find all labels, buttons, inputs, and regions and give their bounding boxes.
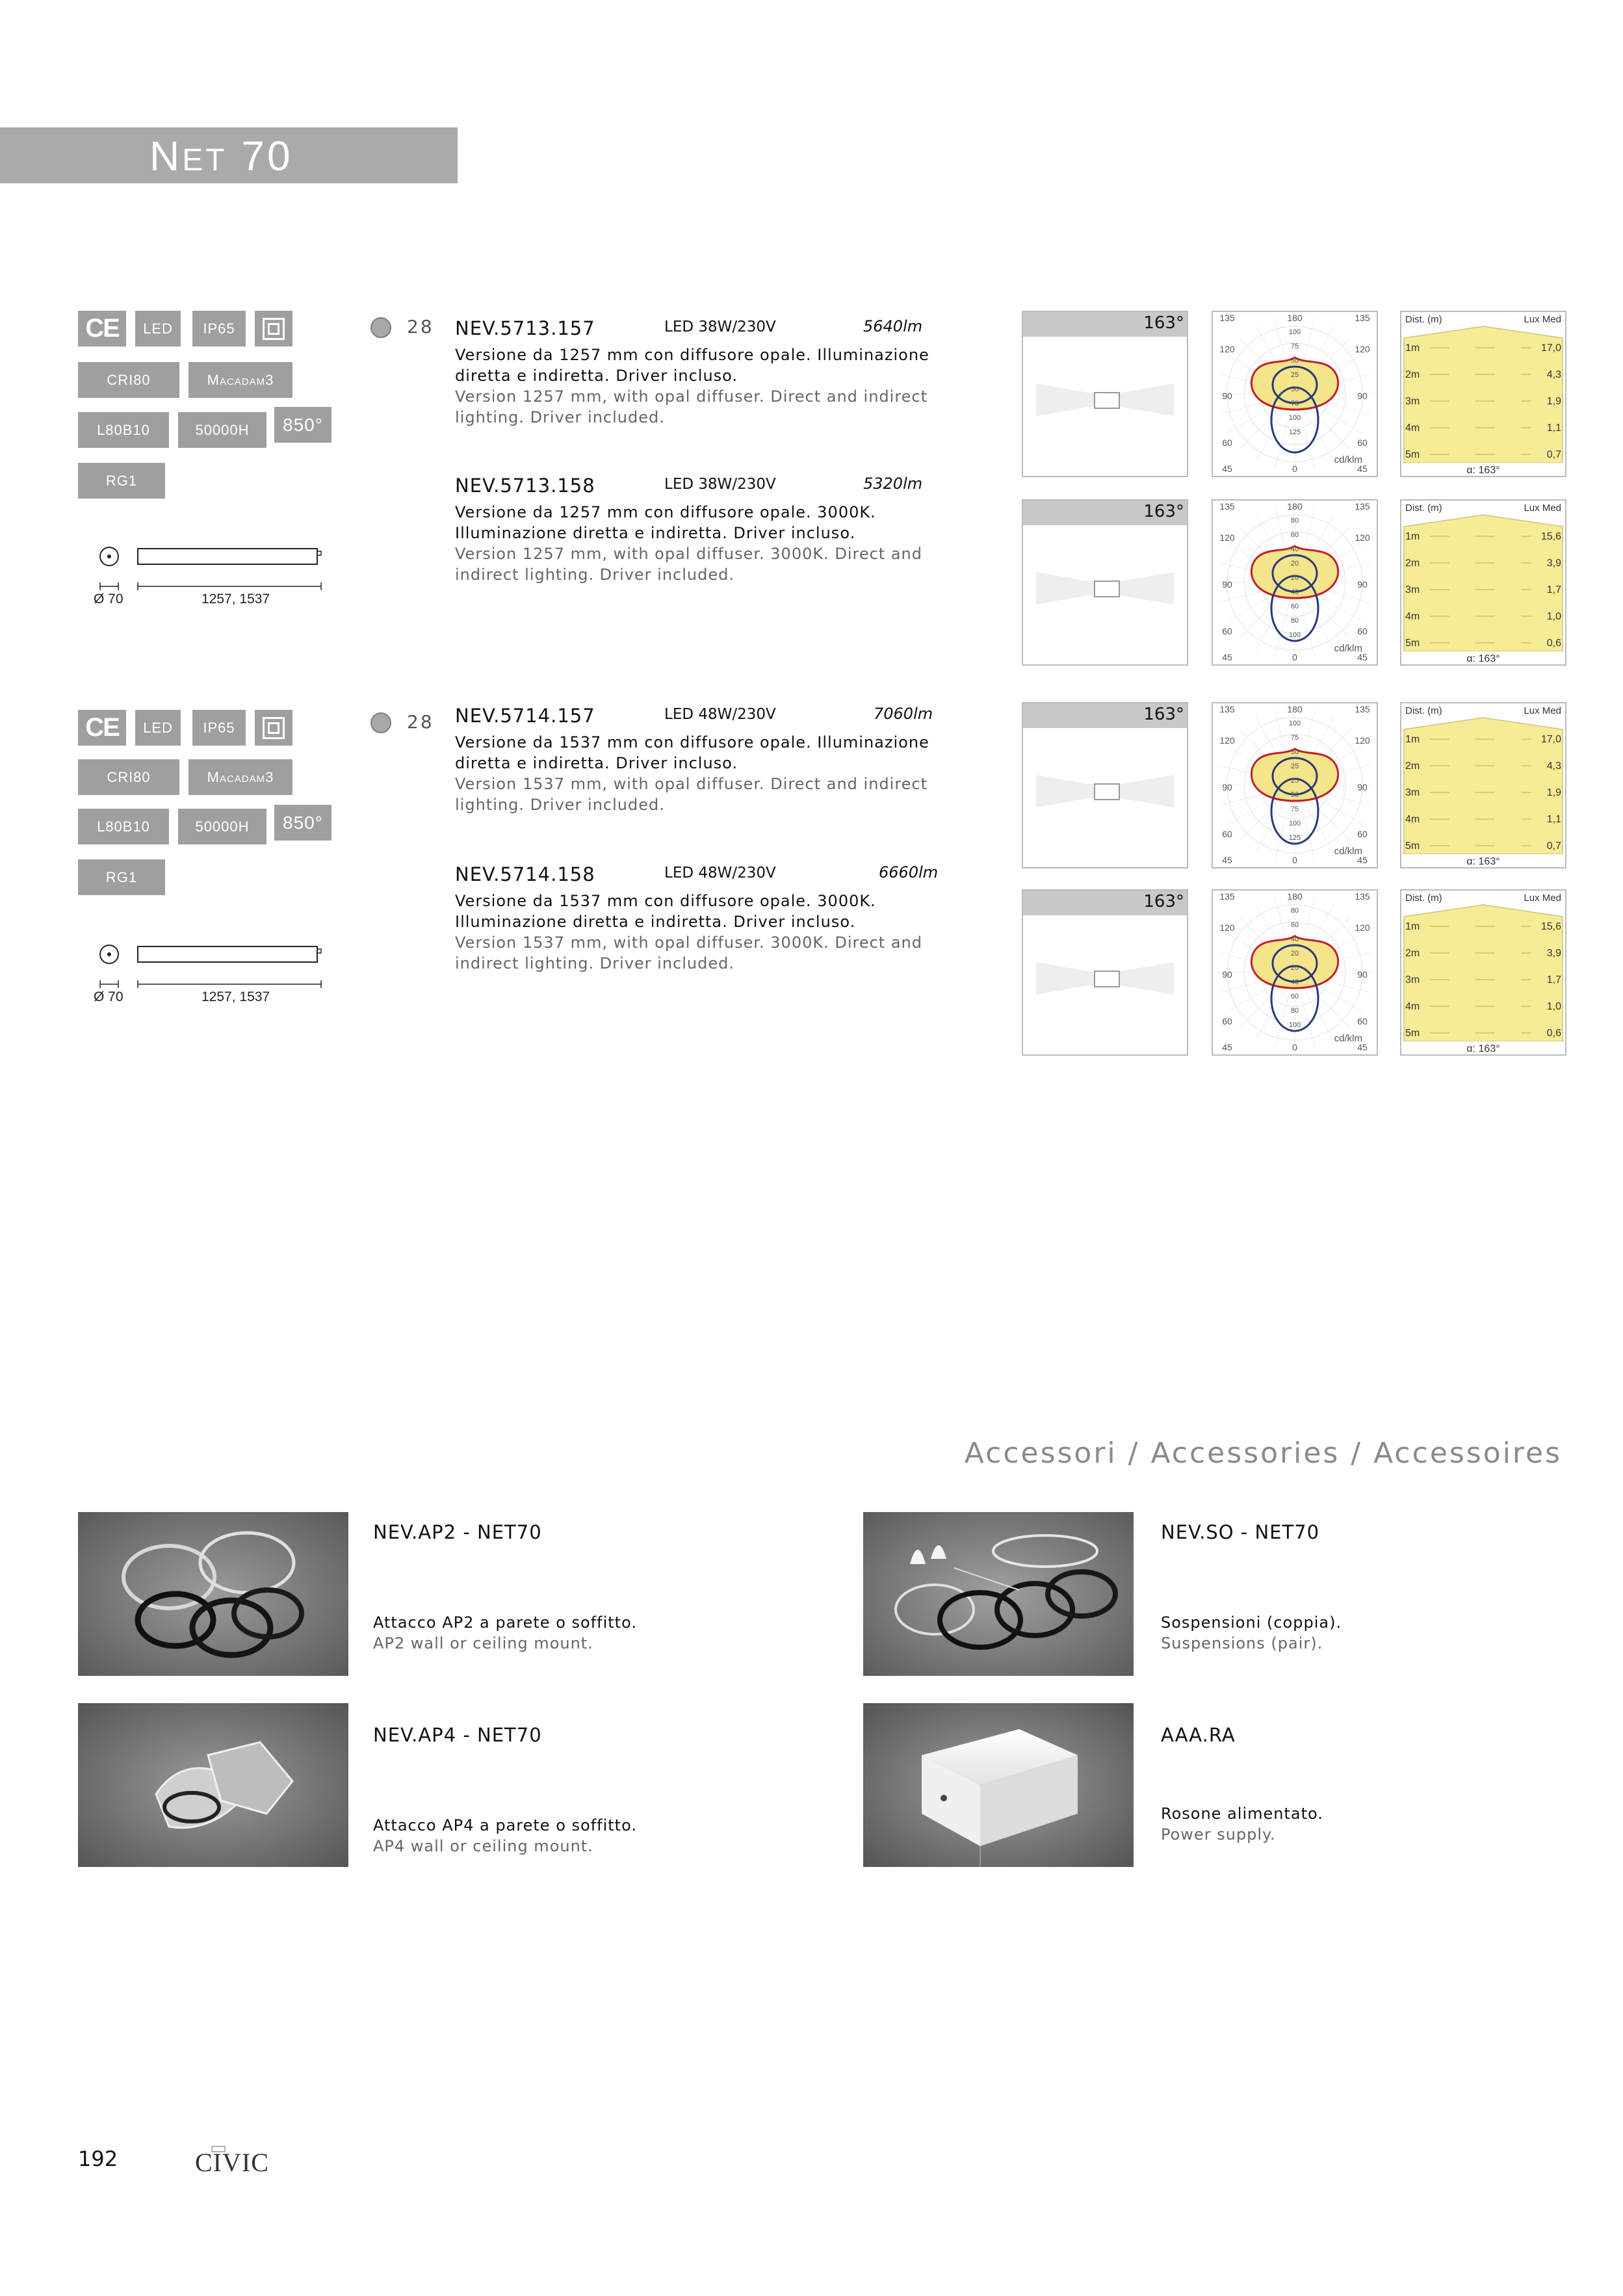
polar-label: 180 — [1287, 891, 1303, 902]
polar-label: 0 — [1292, 652, 1297, 662]
circle-number: 28 — [407, 711, 434, 733]
polar-label: 60 — [1290, 921, 1299, 929]
polar-label: 100 — [1288, 1021, 1301, 1029]
lux-dist-header: Dist. (m) — [1405, 705, 1442, 716]
code-circle — [370, 712, 391, 733]
polar-label: 120 — [1355, 922, 1370, 933]
polar-label: 80 — [1290, 617, 1299, 625]
polar-label: 135 — [1355, 891, 1370, 902]
lux-alpha-label: α: 163° — [1466, 1043, 1500, 1054]
length-label: 1257, 1537 — [201, 989, 270, 1004]
polar-label: 135 — [1355, 313, 1370, 323]
polar-label: 45 — [1357, 652, 1368, 662]
lux-cone — [1404, 718, 1563, 854]
polar-label: 20 — [1290, 964, 1299, 972]
polar-label: 125 — [1288, 428, 1301, 436]
lux-value: 3,9 — [1546, 558, 1561, 569]
polar-label: 60 — [1357, 829, 1368, 839]
polar-label: 60 — [1357, 437, 1368, 448]
class2-icon — [255, 311, 292, 346]
dimension-drawing — [91, 939, 331, 997]
ip-badge: IP65 — [192, 311, 246, 346]
lux-dist-header: Dist. (m) — [1405, 893, 1442, 904]
ip-badge: IP65 — [192, 710, 246, 746]
polar-label: 120 — [1219, 532, 1235, 543]
product-code: NEV.5714.157 — [455, 705, 595, 727]
polar-label: 20 — [1290, 950, 1299, 958]
polar-label: 135 — [1355, 501, 1370, 512]
product-code: NEV.5714.158 — [455, 863, 595, 885]
polar-label: 90 — [1222, 782, 1232, 792]
lux-value: 1,7 — [1546, 584, 1561, 595]
lux-distance: 4m — [1405, 423, 1420, 434]
led-badge: LED — [135, 311, 181, 346]
polar-label: 40 — [1290, 935, 1299, 943]
lux-value: 1,0 — [1546, 611, 1561, 622]
polar-label: cd/klm — [1334, 454, 1362, 465]
polar-label: 60 — [1290, 531, 1299, 539]
product-spec: LED 38W/230V — [664, 319, 776, 335]
polar-label: 45 — [1357, 855, 1368, 865]
polar-label: 90 — [1357, 782, 1368, 792]
led-badge: LED — [135, 710, 181, 746]
beam-angle-label: 163° — [1143, 502, 1184, 521]
polar-label: 100 — [1288, 820, 1301, 828]
lux-value: 1,7 — [1546, 974, 1561, 985]
lux-distance: 3m — [1405, 396, 1420, 407]
polar-label: 40 — [1290, 978, 1299, 986]
lux-med-header: Lux Med — [1524, 893, 1561, 904]
lux-value: 1,1 — [1546, 814, 1561, 825]
polar-label: 100 — [1288, 414, 1301, 422]
cct-badge: 850° — [274, 805, 331, 841]
cri-badge: CRI80 — [78, 362, 179, 398]
polar-label: 60 — [1357, 1016, 1368, 1026]
polar-label: 45 — [1222, 855, 1232, 865]
polar-label: 135 — [1219, 501, 1235, 512]
length-label: 1257, 1537 — [201, 592, 270, 607]
polar-label: 60 — [1222, 1016, 1232, 1026]
product-lumen: 5640lm — [863, 317, 923, 335]
polar-label: 50 — [1290, 748, 1299, 756]
lux-value: 0,6 — [1546, 1028, 1561, 1039]
page-title: NET 70 — [149, 133, 293, 179]
polar-label: 60 — [1222, 437, 1232, 448]
accessory-description: Sospensioni (coppia). Suspensions (pair). — [1161, 1613, 1342, 1652]
lux-value: 0,7 — [1546, 841, 1561, 852]
lux-alpha-label: α: 163° — [1466, 653, 1500, 664]
polar-label: 125 — [1288, 834, 1301, 842]
lux-distance: 3m — [1405, 787, 1420, 798]
polar-label: 120 — [1355, 344, 1370, 354]
polar-label: 45 — [1222, 1042, 1232, 1052]
polar-label: 80 — [1290, 1007, 1299, 1015]
product-spec: LED 38W/230V — [664, 476, 776, 493]
lux-distance: 3m — [1405, 584, 1420, 595]
lux-value: 4,3 — [1546, 369, 1561, 380]
polar-label: 75 — [1290, 400, 1299, 408]
brand-logo — [195, 2145, 269, 2183]
polar-label: 180 — [1287, 704, 1303, 714]
product-lumen: 5320lm — [863, 475, 923, 493]
lux-distance: 2m — [1405, 761, 1420, 772]
polar-label: 45 — [1222, 463, 1232, 474]
illuminance-table — [1400, 499, 1566, 666]
product-code: NEV.5713.157 — [455, 317, 595, 339]
lux-value: 3,9 — [1546, 948, 1561, 959]
circle-number: 28 — [407, 316, 434, 337]
polar-label: 20 — [1290, 560, 1299, 567]
polar-label: 45 — [1357, 1042, 1368, 1052]
lux-distance: 4m — [1405, 814, 1420, 825]
polar-label: 80 — [1290, 517, 1299, 525]
lux-value: 17,0 — [1540, 343, 1561, 354]
accessory-description: Attacco AP2 a parete o soffitto. AP2 wall or ceiling mount. — [373, 1613, 637, 1652]
class2-icon — [255, 710, 292, 746]
code-circle — [370, 317, 391, 338]
polar-label: 25 — [1290, 777, 1299, 785]
product-lumen: 6660lm — [879, 863, 939, 881]
accessory-title: NEV.SO - NET70 — [1161, 1521, 1320, 1543]
illuminance-table — [1400, 889, 1566, 1056]
polar-diagram — [1212, 889, 1378, 1056]
polar-label: 60 — [1357, 626, 1368, 636]
polar-label: 180 — [1287, 501, 1303, 512]
polar-diagram — [1212, 311, 1378, 477]
lux-value: 1,9 — [1546, 396, 1561, 407]
rg-badge: RG1 — [78, 463, 165, 499]
lux-distance: 4m — [1405, 1001, 1420, 1012]
polar-label: 90 — [1222, 579, 1232, 590]
polar-label: 135 — [1219, 891, 1235, 902]
polar-diagram — [1212, 702, 1378, 868]
beam-angle-label: 163° — [1143, 705, 1184, 724]
lux-dist-header: Dist. (m) — [1405, 502, 1442, 514]
l80-badge: L80B10 — [78, 809, 169, 844]
polar-label: 75 — [1290, 805, 1299, 813]
accessories-heading: Accessori / Accessories / Accessoires — [964, 1437, 1562, 1470]
lux-value: 17,0 — [1540, 734, 1561, 745]
lux-cone — [1404, 326, 1563, 463]
polar-label: 75 — [1290, 343, 1299, 350]
illuminance-table — [1400, 311, 1566, 477]
polar-label: 100 — [1288, 328, 1301, 336]
lux-distance: 2m — [1405, 369, 1420, 380]
polar-label: 135 — [1219, 313, 1235, 323]
product-description: Versione da 1537 mm con diffusore opale. 3000K. Illuminazione diretta e indiretta. Driver incluso. Version 1537 mm, with opal diffuser. 3000K. Direct and indirect lighting. Driver included. — [455, 892, 922, 972]
beam-angle-box — [1022, 702, 1188, 868]
polar-label: 100 — [1288, 631, 1301, 639]
polar-label: cd/klm — [1334, 846, 1362, 857]
lux-distance: 4m — [1405, 611, 1420, 622]
polar-label: 50 — [1290, 385, 1299, 393]
polar-label: 100 — [1288, 720, 1301, 727]
lux-value: 0,6 — [1546, 638, 1561, 649]
rg-badge: RG1 — [78, 859, 165, 895]
lux-alpha-label: α: 163° — [1466, 856, 1500, 867]
product-lumen: 7060lm — [874, 705, 933, 723]
lux-distance: 1m — [1405, 343, 1420, 354]
macadam-badge: Macadam3 — [188, 362, 292, 398]
polar-label: 75 — [1290, 734, 1299, 742]
polar-label: 120 — [1355, 735, 1370, 746]
lux-med-header: Lux Med — [1524, 502, 1561, 514]
polar-label: 25 — [1290, 763, 1299, 770]
lux-distance: 1m — [1405, 921, 1420, 932]
beam-angle-box — [1022, 499, 1188, 666]
beam-angle-box — [1022, 889, 1188, 1056]
accessory-description: Rosone alimentato. Power supply. — [1161, 1805, 1323, 1844]
l80-badge: L80B10 — [78, 412, 169, 448]
lux-med-header: Lux Med — [1524, 705, 1561, 716]
accessory-description: Attacco AP4 a parete o soffitto. AP4 wall or ceiling mount. — [373, 1816, 637, 1855]
lux-med-header: Lux Med — [1524, 314, 1561, 325]
lux-value: 1,9 — [1546, 787, 1561, 798]
cri-badge: CRI80 — [78, 759, 179, 795]
polar-label: cd/klm — [1334, 1033, 1362, 1044]
polar-label: cd/klm — [1334, 643, 1362, 654]
polar-label: 120 — [1355, 532, 1370, 543]
product-description: Versione da 1257 mm con diffusore opale. 3000K. Illuminazione diretta e indiretta. Driver incluso. Version 1257 mm, with opal diffuser. 3000K. Direct and indirect lighting. Driver included. — [455, 503, 922, 584]
accessory-photo-ap2 — [78, 1512, 348, 1676]
polar-label: 0 — [1292, 855, 1297, 865]
polar-label: 20 — [1290, 574, 1299, 582]
polar-label: 60 — [1290, 603, 1299, 610]
lux-distance: 2m — [1405, 558, 1420, 569]
polar-label: 120 — [1219, 922, 1235, 933]
product-spec: LED 48W/230V — [664, 706, 776, 723]
polar-label: 180 — [1287, 313, 1303, 323]
polar-label: 135 — [1355, 704, 1370, 714]
polar-diagram — [1212, 499, 1378, 666]
beam-angle-label: 163° — [1143, 313, 1184, 333]
lux-distance: 5m — [1405, 449, 1420, 460]
dimension-drawing — [91, 541, 331, 599]
diameter-label: Ø 70 — [94, 592, 123, 607]
product-description: Versione da 1537 mm con diffusore opale. Illuminazione diretta e indiretta. Driver incluso. Version 1537 mm, with opal diffuser. Direct and indirect lighting. Driver included. — [455, 733, 929, 814]
hours-badge: 50000H — [178, 809, 266, 844]
ce-mark: CE — [78, 311, 126, 346]
product-code: NEV.5713.158 — [455, 475, 595, 497]
lux-value: 1,1 — [1546, 423, 1561, 434]
polar-label: 60 — [1290, 993, 1299, 1000]
lux-distance: 5m — [1405, 638, 1420, 649]
polar-label: 80 — [1290, 907, 1299, 915]
lux-distance: 1m — [1405, 531, 1420, 542]
polar-label: 45 — [1222, 652, 1232, 662]
accessory-photo-ap4 — [78, 1703, 348, 1867]
product-spec: LED 48W/230V — [664, 865, 776, 881]
polar-label: 90 — [1222, 391, 1232, 401]
product-description: Versione da 1257 mm con diffusore opale. Illuminazione diretta e indiretta. Driver incluso. Version 1257 mm, with opal diffuser. Direct and indirect lighting. Driver included. — [455, 346, 929, 426]
polar-label: 90 — [1357, 391, 1368, 401]
beam-angle-box — [1022, 311, 1188, 477]
lux-dist-header: Dist. (m) — [1405, 314, 1442, 325]
polar-label: 0 — [1292, 463, 1297, 474]
lux-alpha-label: α: 163° — [1466, 465, 1500, 476]
accessory-title: AAA.RA — [1161, 1724, 1236, 1746]
cct-badge: 850° — [274, 407, 331, 443]
polar-label: 25 — [1290, 371, 1299, 379]
polar-label: 90 — [1357, 969, 1368, 980]
lux-distance: 2m — [1405, 948, 1420, 959]
polar-label: 90 — [1222, 969, 1232, 980]
lux-distance: 1m — [1405, 734, 1420, 745]
polar-label: 120 — [1219, 344, 1235, 354]
beam-angle-label: 163° — [1143, 892, 1184, 911]
polar-label: 120 — [1219, 735, 1235, 746]
polar-label: 0 — [1292, 1042, 1297, 1052]
polar-label: 50 — [1290, 791, 1299, 799]
polar-label: 60 — [1222, 626, 1232, 636]
lux-value: 0,7 — [1546, 449, 1561, 460]
ce-mark: CE — [78, 710, 126, 746]
lux-value: 4,3 — [1546, 761, 1561, 772]
lux-distance: 5m — [1405, 841, 1420, 852]
polar-label: 45 — [1357, 463, 1368, 474]
lux-distance: 3m — [1405, 974, 1420, 985]
lux-value: 15,6 — [1540, 531, 1561, 542]
polar-label: 50 — [1290, 357, 1299, 365]
lux-value: 15,6 — [1540, 921, 1561, 932]
accessory-title: NEV.AP4 - NET70 — [373, 1724, 542, 1746]
illuminance-table — [1400, 702, 1566, 868]
page-number: 192 — [78, 2146, 118, 2171]
polar-label: 40 — [1290, 545, 1299, 553]
accessory-photo-so — [863, 1512, 1134, 1676]
lux-cone — [1404, 515, 1563, 651]
accessory-title: NEV.AP2 - NET70 — [373, 1521, 542, 1543]
polar-label: 135 — [1219, 704, 1235, 714]
hours-badge: 50000H — [178, 412, 266, 448]
svg-text:CIVIC: CIVIC — [195, 2148, 269, 2177]
lux-value: 1,0 — [1546, 1001, 1561, 1012]
polar-label: 40 — [1290, 588, 1299, 596]
diameter-label: Ø 70 — [94, 989, 123, 1004]
lux-distance: 5m — [1405, 1028, 1420, 1039]
lux-cone — [1404, 905, 1563, 1041]
macadam-badge: Macadam3 — [188, 759, 292, 795]
polar-label: 60 — [1222, 829, 1232, 839]
polar-label: 90 — [1357, 579, 1368, 590]
accessory-photo-ra — [863, 1703, 1134, 1867]
